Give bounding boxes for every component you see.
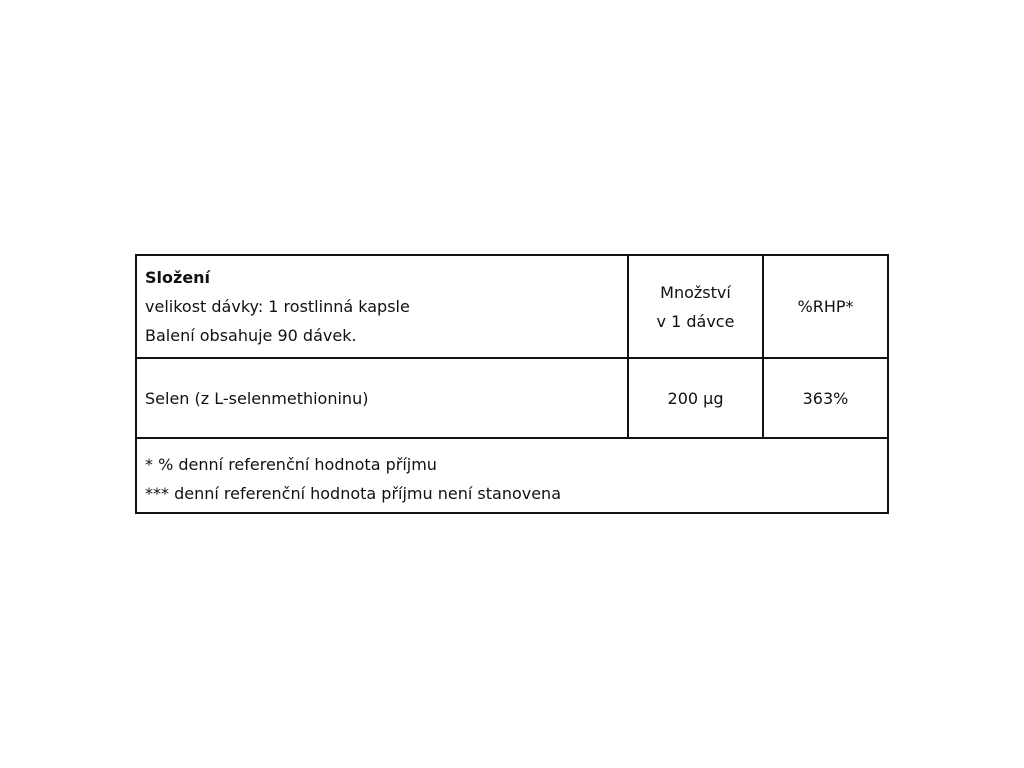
serving-size-text: velikost dávky: 1 rostlinná kapsle [145,297,410,316]
footnote-1: * % denní referenční hodnota příjmu [145,455,437,474]
composition-header-cell [137,256,628,358]
amount-value: 200 µg [667,388,724,408]
ingredient-name: Selen (z L-selenmethioninu) [145,388,369,408]
rhp-value: 363% [802,388,849,408]
footnote-2: *** denní referenční hodnota příjmu není stanovena [145,484,561,503]
amount-header-cell [628,256,763,358]
rhp-header-label: %RHP* [797,297,854,316]
composition-table [135,254,889,514]
footnote-row [137,438,887,512]
rhp-header-cell [763,256,887,358]
footnote-cell [137,438,887,512]
rhp-cell [763,358,887,438]
composition-table-grid [137,256,887,512]
amount-header-line1: Množství [660,282,731,302]
amount-cell [628,358,763,438]
composition-title: Složení [145,268,211,287]
table-header-row [137,256,887,358]
ingredient-cell [137,358,628,438]
table-row [137,358,887,438]
amount-header-line2: v 1 dávce [656,311,735,331]
package-info-text: Balení obsahuje 90 dávek. [145,326,357,345]
